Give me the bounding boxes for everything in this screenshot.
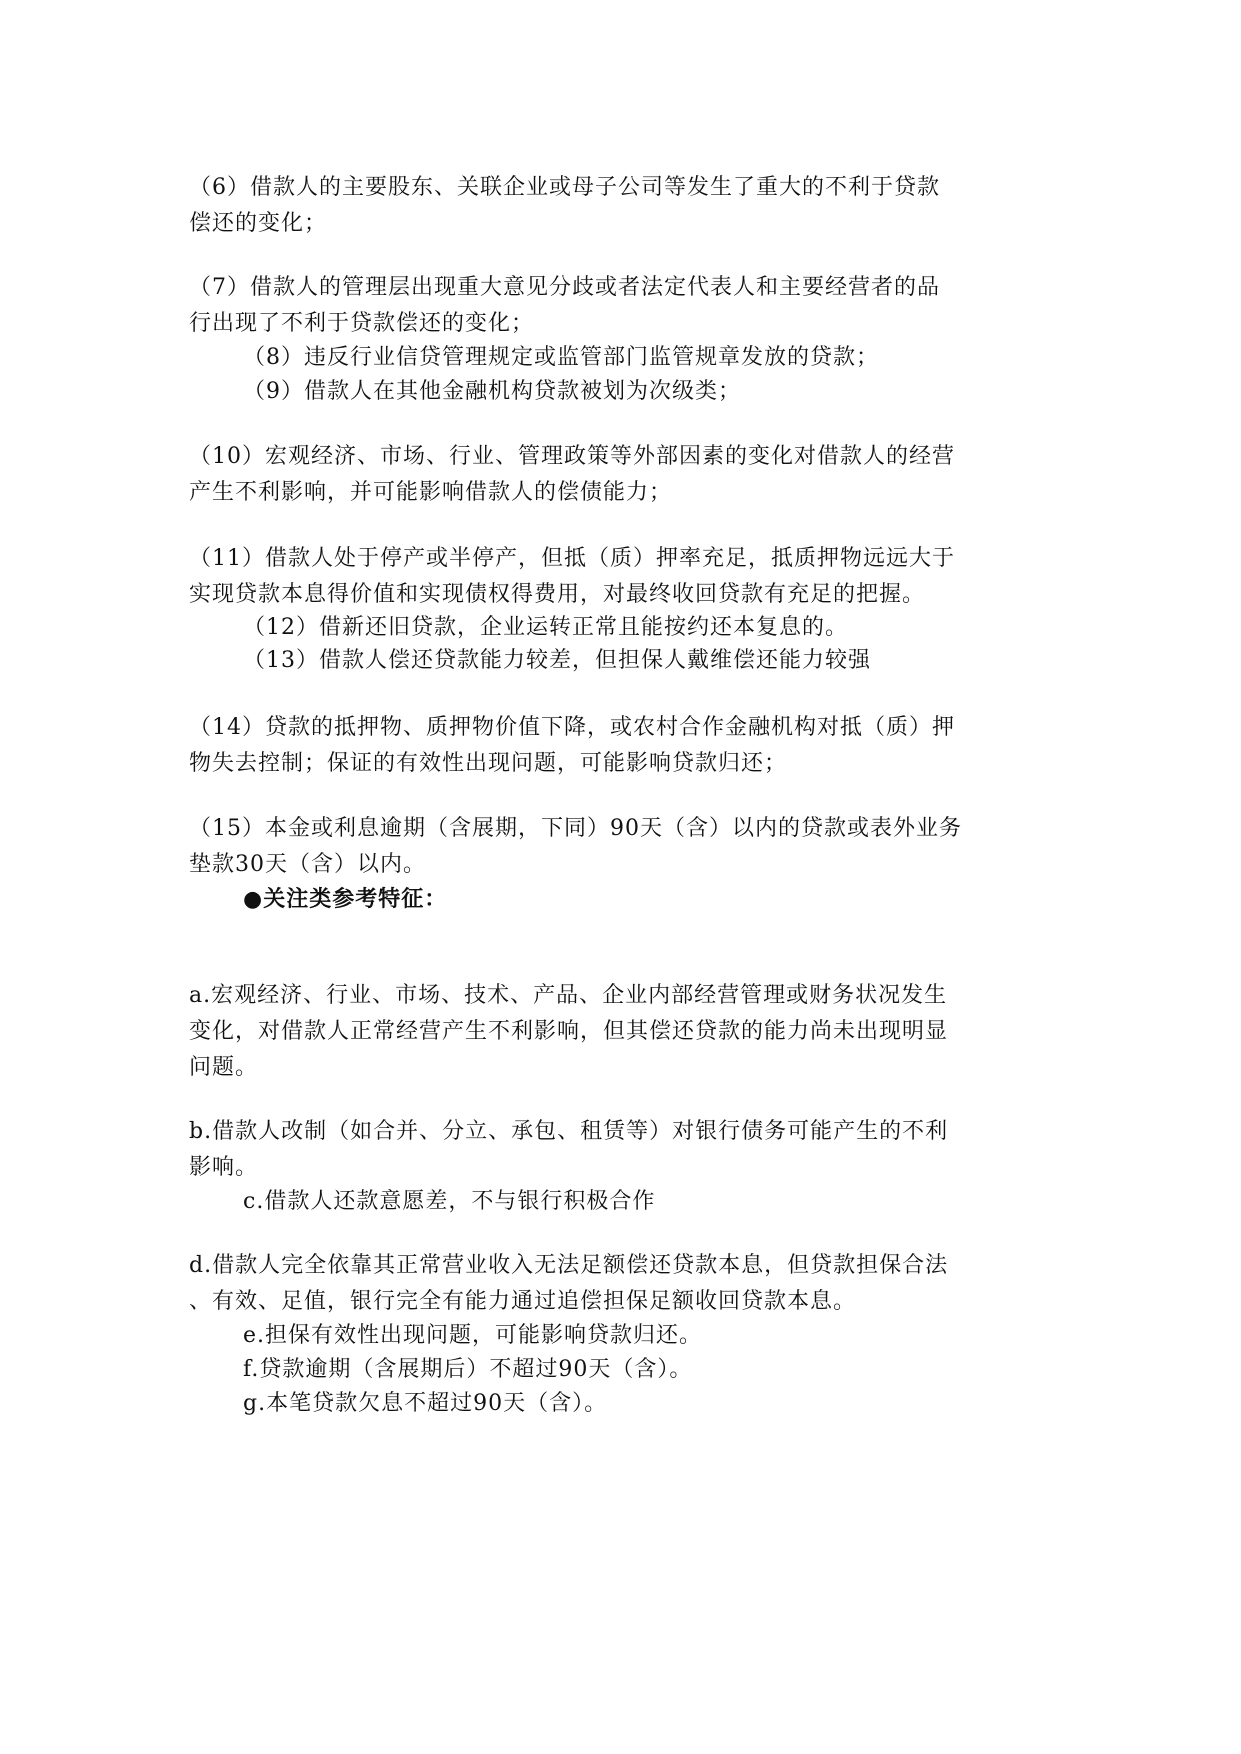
item-d-line-1: d.借款人完全依靠其正常营业收入无法足额偿还贷款本息，但贷款担保合法 [189, 1253, 949, 1278]
item-14-line-1: （14）贷款的抵押物、质押物价值下降，或农村合作金融机构对抵（质）押 [189, 715, 955, 740]
item-7-line-1: （7）借款人的管理层出现重大意见分歧或者法定代表人和主要经营者的品 [189, 275, 940, 300]
item-6-line-1: （6）借款人的主要股东、关联企业或母子公司等发生了重大的不利于贷款 [189, 175, 940, 200]
section-heading: ●关注类参考特征： [243, 886, 448, 912]
item-b-line-1: b.借款人改制（如合并、分立、承包、租赁等）对银行债务可能产生的不利 [189, 1119, 949, 1144]
item-9-line-1: （9）借款人在其他金融机构贷款被划为次级类； [243, 379, 741, 404]
item-c-line-1: c.借款人还款意愿差，不与银行积极合作 [243, 1189, 656, 1214]
item-11-line-2: 实现贷款本息得价值和实现债权得费用，对最终收回贷款有充足的把握。 [189, 582, 926, 607]
item-d-line-2: 、有效、足值，银行完全有能力通过追偿担保足额收回贷款本息。 [189, 1289, 857, 1314]
item-a-line-1: a.宏观经济、行业、市场、技术、产品、企业内部经营管理或财务状况发生 [189, 983, 948, 1008]
item-13-line-1: （13）借款人偿还贷款能力较差，但担保人戴维偿还能力较强 [243, 648, 871, 673]
item-10-line-1: （10）宏观经济、市场、行业、管理政策等外部因素的变化对借款人的经营 [189, 444, 955, 469]
item-6-line-2: 偿还的变化； [189, 211, 328, 236]
item-b-line-2: 影响。 [189, 1155, 259, 1180]
item-e-line-1: e.担保有效性出现问题，可能影响贷款归还。 [243, 1323, 703, 1348]
item-g-line-1: g.本笔贷款欠息不超过90天（含）。 [243, 1391, 608, 1416]
item-11-line-1: （11）借款人处于停产或半停产，但抵（质）押率充足，抵质押物远远大于 [189, 546, 955, 571]
item-12-line-1: （12）借新还旧贷款，企业运转正常且能按约还本复息的。 [243, 615, 848, 640]
item-8-line-1: （8）违反行业信贷管理规定或监管部门监管规章发放的贷款； [243, 345, 879, 370]
item-a-line-2: 变化，对借款人正常经营产生不利影响，但其偿还贷款的能力尚未出现明显 [189, 1019, 949, 1044]
item-15-line-2: 垫款30天（含）以内。 [189, 852, 426, 877]
item-7-line-2: 行出现了不利于贷款偿还的变化； [189, 311, 535, 336]
item-14-line-2: 物失去控制；保证的有效性出现问题，可能影响贷款归还； [189, 751, 788, 776]
item-a-line-3: 问题。 [189, 1055, 259, 1080]
item-f-line-1: f.贷款逾期（含展期后）不超过90天（含）。 [243, 1357, 693, 1382]
item-15-line-1: （15）本金或利息逾期（含展期，下同）90天（含）以内的贷款或表外业务 [189, 816, 962, 841]
item-10-line-2: 产生不利影响，并可能影响借款人的偿债能力； [189, 480, 673, 505]
